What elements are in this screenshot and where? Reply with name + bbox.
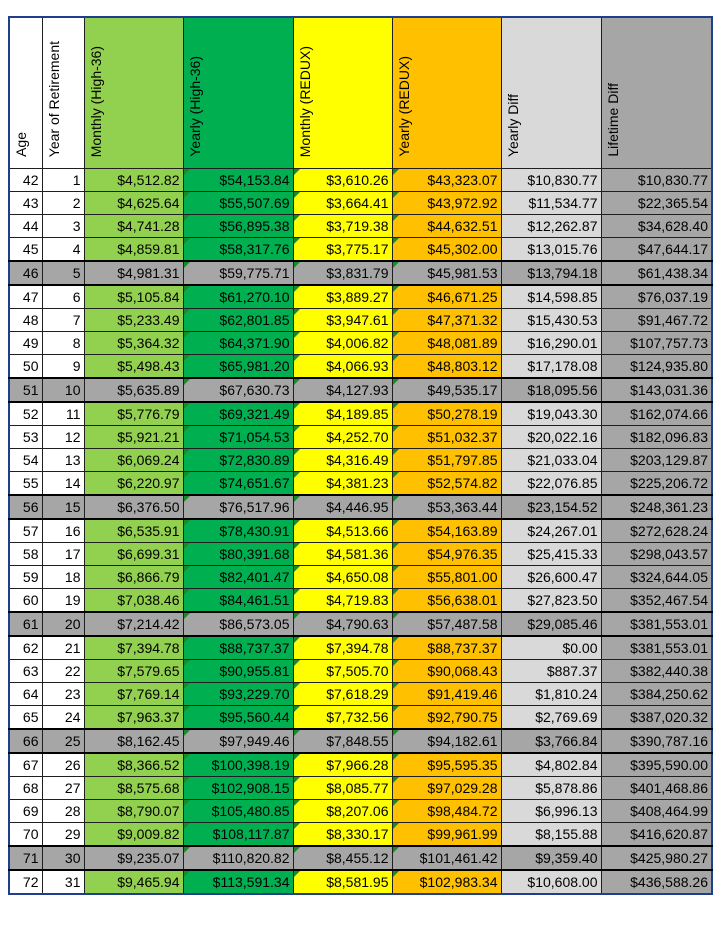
table-row [9,285,712,309]
cell-age[interactable]: 59 [9,566,42,589]
cell-yearly-redux[interactable]: $51,032.37 [392,426,501,449]
header-label: Year of Retirement [45,40,62,157]
retirement-comparison-table [8,16,713,895]
table-row [9,238,712,262]
cell-lifetime-diff[interactable]: $34,628.40 [601,215,712,238]
cell-monthly-high36[interactable]: $6,535.91 [84,519,183,543]
cell-year[interactable]: 13 [42,449,84,472]
cell-lifetime-diff[interactable]: $395,590.00 [601,753,712,777]
header-yearly-high36[interactable] [183,17,293,169]
cell-age[interactable]: 57 [9,519,42,543]
header-label: Yearly (High-36) [186,56,203,157]
cell-age[interactable]: 67 [9,753,42,777]
cell-monthly-redux[interactable]: $4,719.83 [293,589,392,613]
cell-yearly-diff[interactable]: $29,085.46 [501,612,601,636]
cell-monthly-high36[interactable]: $9,465.94 [84,870,183,894]
table-row [9,683,712,706]
cell-age[interactable]: 44 [9,215,42,238]
table-row [9,472,712,496]
cell-monthly-high36[interactable]: $8,366.52 [84,753,183,777]
cell-monthly-high36[interactable]: $5,105.84 [84,285,183,309]
cell-monthly-high36[interactable]: $6,376.50 [84,495,183,519]
cell-yearly-diff[interactable]: $14,598.85 [501,285,601,309]
cell-lifetime-diff[interactable]: $10,830.77 [601,169,712,192]
cell-year[interactable]: 17 [42,543,84,566]
cell-yearly-diff[interactable]: $26,600.47 [501,566,601,589]
cell-yearly-diff[interactable]: $25,415.33 [501,543,601,566]
table-row [9,846,712,870]
cell-yearly-high36[interactable]: $54,153.84 [183,169,293,192]
cell-monthly-redux[interactable]: $4,066.93 [293,355,392,379]
table-row [9,192,712,215]
cell-yearly-redux[interactable]: $88,737.37 [392,636,501,660]
cell-age[interactable]: 62 [9,636,42,660]
table-row [9,706,712,730]
cell-monthly-redux[interactable]: $4,252.70 [293,426,392,449]
cell-year[interactable]: 31 [42,870,84,894]
cell-year[interactable]: 28 [42,800,84,823]
cell-year[interactable]: 27 [42,777,84,800]
cell-yearly-redux[interactable]: $45,302.00 [392,238,501,262]
cell-yearly-high36[interactable]: $105,480.85 [183,800,293,823]
cell-lifetime-diff[interactable]: $352,467.54 [601,589,712,613]
cell-monthly-redux[interactable]: $4,790.63 [293,612,392,636]
cell-yearly-redux[interactable]: $101,461.42 [392,846,501,870]
cell-age[interactable]: 68 [9,777,42,800]
cell-year[interactable]: 22 [42,660,84,683]
cell-yearly-high36[interactable]: $113,591.34 [183,870,293,894]
table-row [9,495,712,519]
cell-lifetime-diff[interactable]: $143,031.36 [601,378,712,402]
cell-yearly-redux[interactable]: $48,803.12 [392,355,501,379]
cell-monthly-redux[interactable]: $4,650.08 [293,566,392,589]
cell-yearly-diff[interactable]: $4,802.84 [501,753,601,777]
cell-yearly-high36[interactable]: $67,630.73 [183,378,293,402]
cell-yearly-diff[interactable]: $20,022.16 [501,426,601,449]
cell-monthly-high36[interactable]: $7,214.42 [84,612,183,636]
cell-lifetime-diff[interactable]: $22,365.54 [601,192,712,215]
cell-lifetime-diff[interactable]: $408,464.99 [601,800,712,823]
cell-monthly-high36[interactable]: $4,981.31 [84,261,183,285]
cell-monthly-high36[interactable]: $6,699.31 [84,543,183,566]
table-row [9,543,712,566]
cell-yearly-high36[interactable]: $82,401.47 [183,566,293,589]
cell-monthly-high36[interactable]: $5,233.49 [84,309,183,332]
header-yearly-redux[interactable] [392,17,501,169]
cell-yearly-redux[interactable]: $51,797.85 [392,449,501,472]
cell-yearly-high36[interactable]: $62,801.85 [183,309,293,332]
header-yearly-diff[interactable] [501,17,601,169]
table-row [9,309,712,332]
cell-year[interactable]: 20 [42,612,84,636]
table-row [9,589,712,613]
cell-year[interactable]: 6 [42,285,84,309]
cell-monthly-high36[interactable]: $5,776.79 [84,402,183,426]
cell-age[interactable]: 61 [9,612,42,636]
cell-age[interactable]: 64 [9,683,42,706]
header-label: Monthly (High-36) [87,45,104,157]
cell-year[interactable]: 10 [42,378,84,402]
table-row [9,449,712,472]
cell-monthly-redux[interactable]: $4,381.23 [293,472,392,496]
cell-yearly-high36[interactable]: $74,651.67 [183,472,293,496]
cell-monthly-high36[interactable]: $7,038.46 [84,589,183,613]
cell-age[interactable]: 51 [9,378,42,402]
cell-monthly-redux[interactable]: $4,127.93 [293,378,392,402]
cell-monthly-high36[interactable]: $6,866.79 [84,566,183,589]
cell-year[interactable]: 23 [42,683,84,706]
cell-yearly-high36[interactable]: $65,981.20 [183,355,293,379]
cell-yearly-diff[interactable]: $12,262.87 [501,215,601,238]
cell-age[interactable]: 47 [9,285,42,309]
cell-yearly-diff[interactable]: $15,430.53 [501,309,601,332]
cell-lifetime-diff[interactable]: $124,935.80 [601,355,712,379]
cell-monthly-high36[interactable]: $9,235.07 [84,846,183,870]
cell-yearly-high36[interactable]: $64,371.90 [183,332,293,355]
header-label: Lifetime Diff [604,83,621,157]
cell-age[interactable]: 48 [9,309,42,332]
cell-monthly-high36[interactable]: $6,220.97 [84,472,183,496]
cell-yearly-redux[interactable]: $45,981.53 [392,261,501,285]
cell-year[interactable]: 24 [42,706,84,730]
cell-year[interactable]: 5 [42,261,84,285]
cell-year[interactable]: 4 [42,238,84,262]
cell-lifetime-diff[interactable]: $298,043.57 [601,543,712,566]
cell-lifetime-diff[interactable]: $381,553.01 [601,612,712,636]
cell-yearly-redux[interactable]: $48,081.89 [392,332,501,355]
cell-year[interactable]: 11 [42,402,84,426]
header-lifetime-diff[interactable] [601,17,712,169]
cell-yearly-diff[interactable]: $19,043.30 [501,402,601,426]
cell-yearly-diff[interactable]: $1,810.24 [501,683,601,706]
cell-lifetime-diff[interactable]: $91,467.72 [601,309,712,332]
cell-yearly-high36[interactable]: $69,321.49 [183,402,293,426]
cell-year[interactable]: 21 [42,636,84,660]
table-row [9,215,712,238]
cell-monthly-redux[interactable]: $4,446.95 [293,495,392,519]
cell-year[interactable]: 25 [42,729,84,753]
cell-monthly-redux[interactable]: $3,664.41 [293,192,392,215]
cell-yearly-high36[interactable]: $95,560.44 [183,706,293,730]
cell-lifetime-diff[interactable]: $76,037.19 [601,285,712,309]
cell-lifetime-diff[interactable]: $61,438.34 [601,261,712,285]
cell-age[interactable]: 71 [9,846,42,870]
cell-yearly-diff[interactable]: $3,766.84 [501,729,601,753]
cell-monthly-redux[interactable]: $7,848.55 [293,729,392,753]
cell-age[interactable]: 56 [9,495,42,519]
table-row [9,636,712,660]
cell-yearly-redux[interactable]: $52,574.82 [392,472,501,496]
cell-yearly-redux[interactable]: $99,961.99 [392,823,501,847]
cell-monthly-high36[interactable]: $5,364.32 [84,332,183,355]
header-row [9,17,712,169]
cell-age[interactable]: 53 [9,426,42,449]
cell-yearly-high36[interactable]: $84,461.51 [183,589,293,613]
cell-yearly-diff[interactable]: $22,076.85 [501,472,601,496]
cell-age[interactable]: 70 [9,823,42,847]
cell-year[interactable]: 7 [42,309,84,332]
table-row [9,169,712,192]
cell-monthly-redux[interactable]: $4,513.66 [293,519,392,543]
cell-yearly-high36[interactable]: $100,398.19 [183,753,293,777]
cell-year[interactable]: 14 [42,472,84,496]
cell-monthly-high36[interactable]: $4,512.82 [84,169,183,192]
cell-monthly-redux[interactable]: $8,581.95 [293,870,392,894]
header-monthly-redux[interactable] [293,17,392,169]
cell-yearly-high36[interactable]: $88,737.37 [183,636,293,660]
cell-age[interactable]: 50 [9,355,42,379]
cell-monthly-high36[interactable]: $5,921.21 [84,426,183,449]
cell-age[interactable]: 65 [9,706,42,730]
cell-yearly-high36[interactable]: $61,270.10 [183,285,293,309]
cell-monthly-redux[interactable]: $3,719.38 [293,215,392,238]
cell-yearly-redux[interactable]: $46,671.25 [392,285,501,309]
cell-yearly-high36[interactable]: $80,391.68 [183,543,293,566]
cell-year[interactable]: 18 [42,566,84,589]
table-row [9,261,712,285]
cell-yearly-redux[interactable]: $91,419.46 [392,683,501,706]
cell-yearly-diff[interactable]: $2,769.69 [501,706,601,730]
header-label: Yearly (REDUX) [395,56,412,157]
table-row [9,753,712,777]
cell-monthly-redux[interactable]: $4,316.49 [293,449,392,472]
header-year-of-retirement[interactable] [42,17,84,169]
cell-year[interactable]: 29 [42,823,84,847]
cell-yearly-diff[interactable]: $16,290.01 [501,332,601,355]
cell-age[interactable]: 58 [9,543,42,566]
cell-monthly-redux[interactable]: $7,618.29 [293,683,392,706]
cell-age[interactable]: 69 [9,800,42,823]
cell-monthly-redux[interactable]: $3,889.27 [293,285,392,309]
cell-yearly-high36[interactable]: $78,430.91 [183,519,293,543]
cell-yearly-redux[interactable]: $53,363.44 [392,495,501,519]
cell-yearly-redux[interactable]: $50,278.19 [392,402,501,426]
cell-year[interactable]: 9 [42,355,84,379]
cell-yearly-diff[interactable]: $10,830.77 [501,169,601,192]
header-label: Yearly Diff [504,93,521,157]
cell-lifetime-diff[interactable]: $382,440.38 [601,660,712,683]
cell-yearly-diff[interactable]: $6,996.13 [501,800,601,823]
cell-monthly-redux[interactable]: $3,610.26 [293,169,392,192]
cell-yearly-high36[interactable]: $93,229.70 [183,683,293,706]
table-row [9,823,712,847]
cell-yearly-redux[interactable]: $98,484.72 [392,800,501,823]
cell-yearly-high36[interactable]: $59,775.71 [183,261,293,285]
table-row [9,519,712,543]
table-row [9,566,712,589]
cell-monthly-high36[interactable]: $7,394.78 [84,636,183,660]
cell-lifetime-diff[interactable]: $436,588.26 [601,870,712,894]
header-label: Age [13,132,29,157]
cell-yearly-redux[interactable]: $47,371.32 [392,309,501,332]
cell-age[interactable]: 42 [9,169,42,192]
table-row [9,612,712,636]
cell-yearly-redux[interactable]: $57,487.58 [392,612,501,636]
table-row [9,355,712,379]
cell-yearly-diff[interactable]: $9,359.40 [501,846,601,870]
cell-monthly-high36[interactable]: $8,162.45 [84,729,183,753]
cell-monthly-redux[interactable]: $3,831.79 [293,261,392,285]
cell-yearly-redux[interactable]: $55,801.00 [392,566,501,589]
cell-monthly-redux[interactable]: $8,455.12 [293,846,392,870]
cell-yearly-diff[interactable]: $5,878.86 [501,777,601,800]
cell-yearly-diff[interactable]: $0.00 [501,636,601,660]
cell-yearly-redux[interactable]: $44,632.51 [392,215,501,238]
cell-lifetime-diff[interactable]: $390,787.16 [601,729,712,753]
table-row [9,870,712,894]
cell-age[interactable]: 52 [9,402,42,426]
cell-monthly-high36[interactable]: $8,790.07 [84,800,183,823]
cell-monthly-redux[interactable]: $4,189.85 [293,402,392,426]
cell-lifetime-diff[interactable]: $225,206.72 [601,472,712,496]
cell-yearly-high36[interactable]: $110,820.82 [183,846,293,870]
cell-year[interactable]: 15 [42,495,84,519]
cell-age[interactable]: 46 [9,261,42,285]
cell-year[interactable]: 16 [42,519,84,543]
cell-yearly-high36[interactable]: $72,830.89 [183,449,293,472]
cell-monthly-redux[interactable]: $7,966.28 [293,753,392,777]
cell-yearly-diff[interactable]: $8,155.88 [501,823,601,847]
cell-yearly-high36[interactable]: $108,117.87 [183,823,293,847]
cell-age[interactable]: 45 [9,238,42,262]
cell-yearly-high36[interactable]: $90,955.81 [183,660,293,683]
cell-monthly-high36[interactable]: $4,625.64 [84,192,183,215]
cell-year[interactable]: 30 [42,846,84,870]
cell-yearly-redux[interactable]: $49,535.17 [392,378,501,402]
cell-monthly-redux[interactable]: $8,330.17 [293,823,392,847]
cell-monthly-high36[interactable]: $5,498.43 [84,355,183,379]
cell-monthly-redux[interactable]: $3,947.61 [293,309,392,332]
cell-monthly-redux[interactable]: $7,394.78 [293,636,392,660]
cell-yearly-diff[interactable]: $24,267.01 [501,519,601,543]
cell-year[interactable]: 8 [42,332,84,355]
cell-yearly-high36[interactable]: $86,573.05 [183,612,293,636]
cell-age[interactable]: 72 [9,870,42,894]
cell-yearly-diff[interactable]: $18,095.56 [501,378,601,402]
cell-yearly-diff[interactable]: $23,154.52 [501,495,601,519]
cell-monthly-high36[interactable]: $7,769.14 [84,683,183,706]
cell-yearly-diff[interactable]: $11,534.77 [501,192,601,215]
table-row [9,402,712,426]
table-row [9,378,712,402]
cell-monthly-high36[interactable]: $4,859.81 [84,238,183,262]
cell-lifetime-diff[interactable]: $384,250.62 [601,683,712,706]
cell-monthly-redux[interactable]: $7,732.56 [293,706,392,730]
cell-yearly-high36[interactable]: $58,317.76 [183,238,293,262]
table-row [9,332,712,355]
cell-yearly-diff[interactable]: $887.37 [501,660,601,683]
cell-age[interactable]: 66 [9,729,42,753]
cell-year[interactable]: 3 [42,215,84,238]
cell-yearly-high36[interactable]: $55,507.69 [183,192,293,215]
cell-monthly-high36[interactable]: $5,635.89 [84,378,183,402]
table-row [9,800,712,823]
header-age[interactable] [9,17,42,169]
cell-monthly-high36[interactable]: $7,579.65 [84,660,183,683]
cell-yearly-redux[interactable]: $102,983.34 [392,870,501,894]
cell-monthly-redux[interactable]: $4,006.82 [293,332,392,355]
cell-year[interactable]: 19 [42,589,84,613]
cell-monthly-redux[interactable]: $7,505.70 [293,660,392,683]
cell-lifetime-diff[interactable]: $162,074.66 [601,402,712,426]
cell-yearly-diff[interactable]: $13,015.76 [501,238,601,262]
cell-age[interactable]: 63 [9,660,42,683]
cell-lifetime-diff[interactable]: $425,980.27 [601,846,712,870]
cell-lifetime-diff[interactable]: $182,096.83 [601,426,712,449]
cell-year[interactable]: 2 [42,192,84,215]
cell-yearly-redux[interactable]: $54,163.89 [392,519,501,543]
cell-yearly-redux[interactable]: $56,638.01 [392,589,501,613]
cell-lifetime-diff[interactable]: $203,129.87 [601,449,712,472]
cell-age[interactable]: 54 [9,449,42,472]
cell-yearly-diff[interactable]: $17,178.08 [501,355,601,379]
table-row [9,426,712,449]
cell-lifetime-diff[interactable]: $324,644.05 [601,566,712,589]
cell-yearly-redux[interactable]: $54,976.35 [392,543,501,566]
cell-monthly-redux[interactable]: $4,581.36 [293,543,392,566]
cell-lifetime-diff[interactable]: $107,757.73 [601,332,712,355]
cell-lifetime-diff[interactable]: $272,628.24 [601,519,712,543]
table-row [9,777,712,800]
cell-yearly-diff[interactable]: $13,794.18 [501,261,601,285]
cell-age[interactable]: 55 [9,472,42,496]
cell-age[interactable]: 43 [9,192,42,215]
cell-lifetime-diff[interactable]: $416,620.87 [601,823,712,847]
cell-yearly-redux[interactable]: $97,029.28 [392,777,501,800]
cell-lifetime-diff[interactable]: $47,644.17 [601,238,712,262]
cell-yearly-redux[interactable]: $95,595.35 [392,753,501,777]
cell-age[interactable]: 60 [9,589,42,613]
header-monthly-high36[interactable] [84,17,183,169]
cell-yearly-redux[interactable]: $43,972.92 [392,192,501,215]
cell-yearly-high36[interactable]: $76,517.96 [183,495,293,519]
cell-yearly-redux[interactable]: $94,182.61 [392,729,501,753]
cell-monthly-high36[interactable]: $9,009.82 [84,823,183,847]
cell-yearly-diff[interactable]: $10,608.00 [501,870,601,894]
cell-lifetime-diff[interactable]: $248,361.23 [601,495,712,519]
cell-yearly-diff[interactable]: $27,823.50 [501,589,601,613]
cell-yearly-high36[interactable]: $102,908.15 [183,777,293,800]
cell-year[interactable]: 1 [42,169,84,192]
cell-monthly-redux[interactable]: $3,775.17 [293,238,392,262]
cell-monthly-redux[interactable]: $8,085.77 [293,777,392,800]
cell-year[interactable]: 26 [42,753,84,777]
header-label: Monthly (REDUX) [296,45,313,157]
cell-monthly-high36[interactable]: $8,575.68 [84,777,183,800]
cell-yearly-redux[interactable]: $92,790.75 [392,706,501,730]
cell-monthly-high36[interactable]: $4,741.28 [84,215,183,238]
cell-lifetime-diff[interactable]: $401,468.86 [601,777,712,800]
cell-lifetime-diff[interactable]: $387,020.32 [601,706,712,730]
cell-monthly-redux[interactable]: $8,207.06 [293,800,392,823]
cell-yearly-redux[interactable]: $90,068.43 [392,660,501,683]
cell-yearly-diff[interactable]: $21,033.04 [501,449,601,472]
cell-monthly-high36[interactable]: $6,069.24 [84,449,183,472]
cell-monthly-high36[interactable]: $7,963.37 [84,706,183,730]
cell-yearly-high36[interactable]: $56,895.38 [183,215,293,238]
table-row [9,729,712,753]
cell-yearly-high36[interactable]: $97,949.46 [183,729,293,753]
cell-yearly-redux[interactable]: $43,323.07 [392,169,501,192]
table-row [9,660,712,683]
cell-year[interactable]: 12 [42,426,84,449]
cell-yearly-high36[interactable]: $71,054.53 [183,426,293,449]
cell-lifetime-diff[interactable]: $381,553.01 [601,636,712,660]
cell-age[interactable]: 49 [9,332,42,355]
